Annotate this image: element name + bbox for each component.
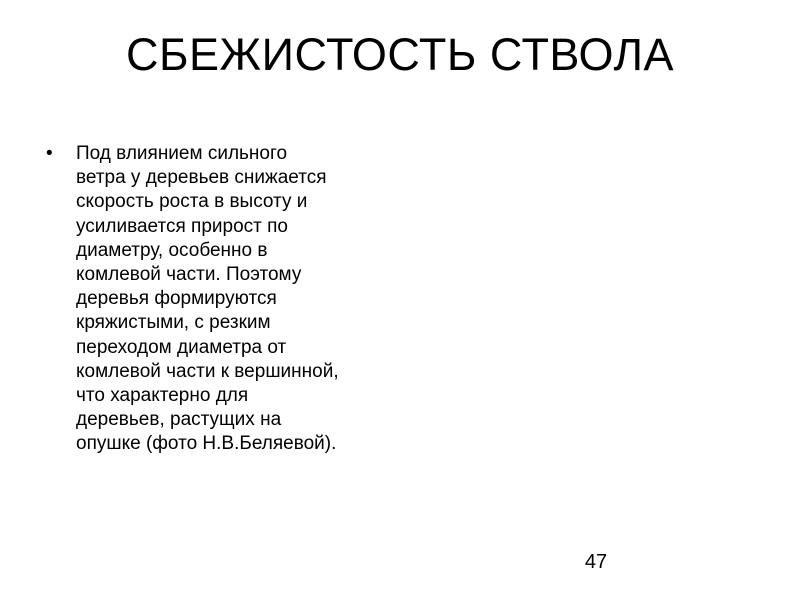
slide-title: СБЕЖИСТОСТЬ СТВОЛА — [126, 29, 674, 80]
bullet-list — [46, 142, 406, 457]
page-number: 47 — [584, 551, 608, 573]
bullet-text: Под влиянием сильного ветра у деревьев снижается скорость роста в высоту и усиливается прирост по диаметру, особенно в комлевой части. Поэтому деревья формируются кряжистыми, с резким переходом диаметра от комлевой части к вершинной, что характерно для деревьев, растущих на опушке (фото Н.В.Беляевой). — [76, 143, 339, 455]
bullet-item — [46, 142, 406, 457]
bullet-marker: • — [46, 143, 53, 164]
